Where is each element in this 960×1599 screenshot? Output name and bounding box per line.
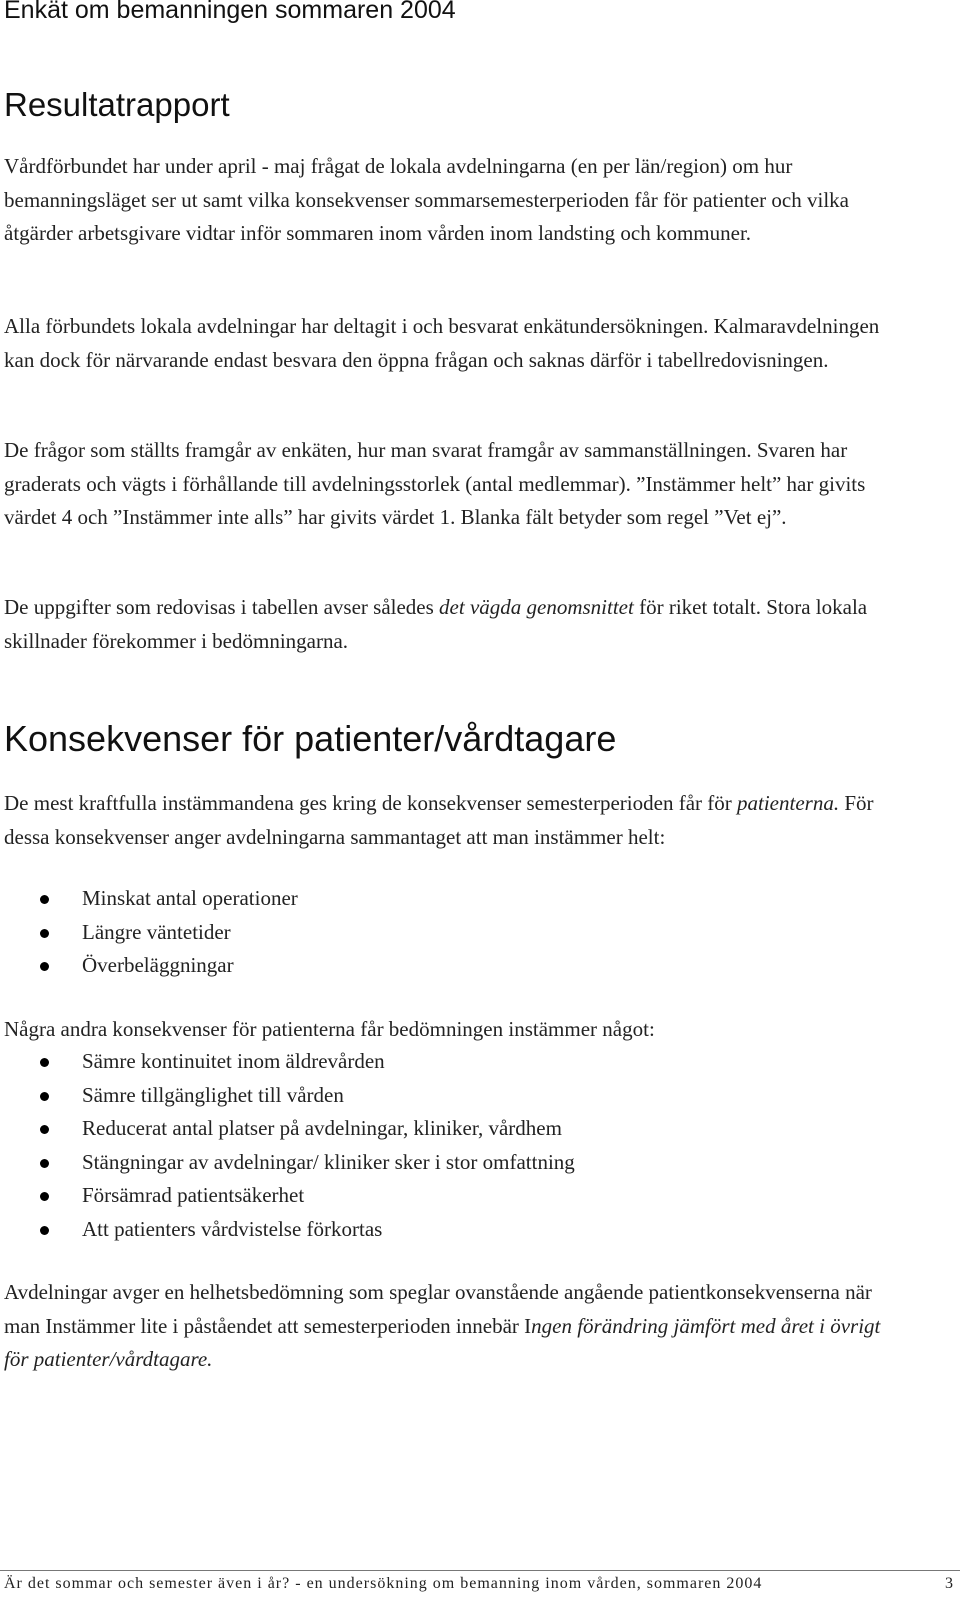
average-paragraph — [4, 591, 904, 658]
page-number: 3 — [945, 1575, 954, 1592]
list-item — [0, 882, 298, 916]
list-item — [0, 1179, 575, 1213]
some-agree-text: Några andra konsekvenser för patienterna får bedömningen — [4, 1017, 509, 1041]
report-title: Resultatrapport — [4, 86, 230, 123]
footer-divider — [0, 1570, 960, 1571]
bullet-icon — [40, 895, 49, 904]
average-emphasis: det vägda genomsnittet — [439, 595, 634, 619]
intro-strong: instämmer helt — [534, 824, 660, 849]
list-item-text: Försämrad patientsäkerhet — [82, 1183, 305, 1207]
list-item-text: Stängningar av avdelningar/ kliniker sker i stor omfattning — [82, 1149, 575, 1174]
overall-emphasis: ngen förändring jämfört med året i övrigt för patienter/vårdtagare. — [4, 1313, 881, 1371]
full-agree-list — [0, 882, 298, 983]
consequences-intro — [4, 787, 904, 854]
bullet-icon — [40, 1159, 49, 1168]
list-item-text: Sämre kontinuitet inom äldrevården — [82, 1049, 385, 1073]
document-header: Enkät om bemanningen sommaren 2004 — [4, 0, 456, 24]
section-title: Konsekvenser för patienter/vårdtagare — [4, 718, 617, 759]
bullet-icon — [40, 1092, 49, 1101]
bullet-icon — [40, 962, 49, 971]
average-text: De uppgifter som redovisas i tabellen avser således — [4, 595, 440, 619]
page-footer — [4, 1575, 954, 1593]
bullet-icon — [40, 1058, 49, 1067]
list-item-text: Att patienters vårdvistelse förkortas — [82, 1216, 383, 1241]
some-agree-list — [0, 1045, 575, 1246]
some-agree-strong: instämmer något — [508, 1017, 649, 1041]
intro-text: De mest kraftfulla instämmandena ges kring de konsekvenser semesterperioden får för — [4, 791, 737, 815]
overall-paragraph — [4, 1276, 904, 1377]
some-agree-intro — [4, 1013, 904, 1047]
list-item-text: Reducerat antal platser på avdelningar, kliniker, vårdhem — [82, 1116, 562, 1140]
list-item — [0, 1112, 575, 1146]
overall-strong: Instämmer lite — [45, 1313, 168, 1338]
bullet-icon — [40, 1226, 49, 1235]
list-item-text: Längre väntetider — [82, 919, 231, 944]
bullet-icon — [40, 1192, 49, 1201]
overall-text-mid: i påståendet att semesterperioden innebär I — [167, 1313, 532, 1338]
intro-paragraph: Vårdförbundet har under april - maj frågat de lokala avdelningarna (en per län/region) om hur bemanningsläget ser ut samt vilka konsekvenser sommarsemesterperioden får för patienter och vilka åtgärder arbetsgivare vidtar inför sommaren inom vården inom landsting och kommuner. — [4, 154, 849, 245]
intro-text-end: : — [659, 824, 666, 849]
bullet-icon — [40, 1125, 49, 1134]
list-item — [0, 1146, 575, 1180]
list-item — [0, 1213, 575, 1247]
footer-text: Är det sommar och semester även i år? - en undersökning om bemanning inom vården, sommaren 2004 — [4, 1575, 763, 1592]
list-item — [0, 1045, 575, 1079]
some-agree-text-end: : — [648, 1017, 655, 1041]
method-paragraph: De frågor som ställts framgår av enkäten, hur man svarat framgår av sammanställningen. Svaren har graderats och vägts i förhållande till avdelningsstorlek (antal medlemmar). ”Instämmer helt” har givits värdet 4 och ”Instämmer inte alls” har givits värdet 1. Blanka fält betyder som regel ”Vet ej”. — [4, 438, 866, 529]
intro-text-mid: För dessa konsekvenser anger avdelningarna sammantaget att man — [4, 791, 874, 849]
overall-text: Avdelningar avger en helhetsbedömning som speglar ovanstående angående patientkonsekvenserna när man — [4, 1280, 872, 1338]
list-item-text: Sämre tillgänglighet till vården — [82, 1082, 344, 1107]
list-item-text: Minskat antal operationer — [82, 886, 298, 910]
list-item — [0, 1079, 575, 1113]
average-text-end: för riket totalt. Stora lokala skillnader förekommer i bedömningarna. — [4, 595, 868, 653]
list-item — [0, 916, 298, 950]
list-item — [0, 949, 298, 983]
list-item-text: Överbeläggningar — [82, 953, 234, 977]
bullet-icon — [40, 929, 49, 938]
intro-emphasis: patienterna. — [737, 791, 840, 815]
participation-paragraph: Alla förbundets lokala avdelningar har deltagit i och besvarat enkätundersökningen. Kalmaravdelningen kan dock för närvarande endast besvara den öppna frågan och saknas därför i tabellredovisningen. — [4, 314, 880, 372]
